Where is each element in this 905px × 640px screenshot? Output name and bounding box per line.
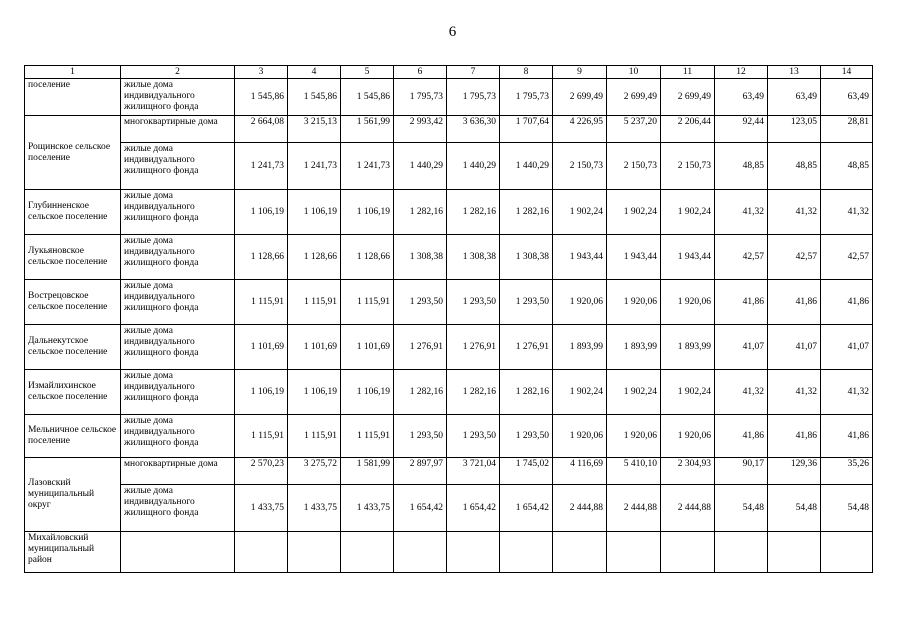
value-cell: 1 115,91	[341, 280, 394, 325]
value-cell: 1 293,50	[394, 415, 447, 458]
settlement-name: Рощинское сельское поселение	[25, 116, 121, 190]
header-cell: 6	[394, 66, 447, 79]
housing-type: жилые дома индивидуального жилищного фонда	[121, 325, 235, 370]
value-cell: 1 561,99	[341, 116, 394, 143]
value-cell: 1 101,69	[288, 325, 341, 370]
value-cell: 41,86	[821, 280, 873, 325]
housing-type: многоквартирные дома	[121, 116, 235, 143]
value-cell: 1 282,16	[500, 190, 553, 235]
table-row	[25, 458, 873, 485]
value-cell	[768, 532, 821, 573]
value-cell	[394, 532, 447, 573]
settlement-name: Вострецовское сельское поселение	[25, 280, 121, 325]
settlement-name: поселение	[25, 79, 121, 116]
table-row	[25, 532, 873, 573]
value-cell	[447, 532, 500, 573]
value-cell: 1 101,69	[235, 325, 288, 370]
value-cell: 1 308,38	[447, 235, 500, 280]
value-cell: 1 440,29	[447, 143, 500, 190]
value-cell: 5 237,20	[607, 116, 661, 143]
value-cell: 1 115,91	[288, 415, 341, 458]
value-cell	[500, 532, 553, 573]
value-cell: 1 902,24	[661, 190, 715, 235]
value-cell: 41,32	[715, 370, 768, 415]
value-cell: 4 116,69	[553, 458, 607, 485]
value-cell: 1 545,86	[235, 79, 288, 116]
header-cell: 13	[768, 66, 821, 79]
settlement-name: Лазовский муниципальный округ	[25, 458, 121, 532]
value-cell: 1 241,73	[235, 143, 288, 190]
value-cell: 1 106,19	[341, 190, 394, 235]
value-cell: 1 282,16	[500, 370, 553, 415]
value-cell: 2 570,23	[235, 458, 288, 485]
value-cell: 1 308,38	[500, 235, 553, 280]
table-row	[25, 235, 873, 280]
value-cell: 48,85	[821, 143, 873, 190]
value-cell: 2 150,73	[661, 143, 715, 190]
value-cell: 41,32	[768, 190, 821, 235]
value-cell: 2 699,49	[607, 79, 661, 116]
housing-type: жилые дома индивидуального жилищного фонда	[121, 370, 235, 415]
value-cell: 1 920,06	[553, 280, 607, 325]
value-cell: 1 115,91	[288, 280, 341, 325]
value-cell: 2 150,73	[553, 143, 607, 190]
value-cell: 2 304,93	[661, 458, 715, 485]
value-cell: 3 636,30	[447, 116, 500, 143]
value-cell: 1 282,16	[394, 190, 447, 235]
value-cell: 1 241,73	[341, 143, 394, 190]
table-row	[25, 485, 873, 532]
value-cell: 1 545,86	[341, 79, 394, 116]
value-cell: 1 115,91	[235, 280, 288, 325]
value-cell: 1 943,44	[553, 235, 607, 280]
header-cell: 9	[553, 66, 607, 79]
value-cell	[341, 532, 394, 573]
value-cell	[607, 532, 661, 573]
value-cell: 1 276,91	[500, 325, 553, 370]
value-cell: 3 215,13	[288, 116, 341, 143]
value-cell: 1 293,50	[447, 415, 500, 458]
value-cell: 1 654,42	[447, 485, 500, 532]
table-row	[25, 143, 873, 190]
value-cell: 1 902,24	[607, 370, 661, 415]
value-cell: 41,86	[715, 415, 768, 458]
value-cell: 1 106,19	[235, 370, 288, 415]
value-cell: 1 795,73	[447, 79, 500, 116]
table-row	[25, 415, 873, 458]
value-cell: 2 150,73	[607, 143, 661, 190]
value-cell: 1 293,50	[500, 415, 553, 458]
header-cell: 2	[121, 66, 235, 79]
header-cell: 12	[715, 66, 768, 79]
value-cell: 1 943,44	[607, 235, 661, 280]
value-cell: 1 433,75	[288, 485, 341, 532]
value-cell: 1 293,50	[500, 280, 553, 325]
value-cell: 1 115,91	[341, 415, 394, 458]
value-cell: 1 440,29	[500, 143, 553, 190]
value-cell: 1 106,19	[288, 370, 341, 415]
value-cell: 2 699,49	[661, 79, 715, 116]
value-cell: 42,57	[768, 235, 821, 280]
value-cell: 3 721,04	[447, 458, 500, 485]
value-cell: 1 433,75	[341, 485, 394, 532]
value-cell: 1 276,91	[447, 325, 500, 370]
value-cell: 1 654,42	[500, 485, 553, 532]
value-cell: 2 897,97	[394, 458, 447, 485]
value-cell: 1 795,73	[500, 79, 553, 116]
value-cell: 48,85	[768, 143, 821, 190]
housing-type: жилые дома индивидуального жилищного фонда	[121, 415, 235, 458]
header-cell: 3	[235, 66, 288, 79]
value-cell: 1 106,19	[341, 370, 394, 415]
value-cell: 1 920,06	[607, 415, 661, 458]
value-cell: 41,86	[768, 280, 821, 325]
table-row	[25, 190, 873, 235]
value-cell: 1 128,66	[288, 235, 341, 280]
settlement-name: Мельничное сельское поселение	[25, 415, 121, 458]
value-cell	[661, 532, 715, 573]
value-cell: 41,86	[715, 280, 768, 325]
table-row	[25, 116, 873, 143]
value-cell: 129,36	[768, 458, 821, 485]
value-cell: 2 699,49	[553, 79, 607, 116]
value-cell: 41,07	[821, 325, 873, 370]
housing-type	[121, 532, 235, 573]
value-cell: 1 293,50	[447, 280, 500, 325]
value-cell: 1 282,16	[447, 370, 500, 415]
value-cell: 123,05	[768, 116, 821, 143]
header-cell: 8	[500, 66, 553, 79]
table-row	[25, 325, 873, 370]
value-cell: 1 920,06	[661, 415, 715, 458]
header-cell: 7	[447, 66, 500, 79]
housing-type: жилые дома индивидуального жилищного фонда	[121, 485, 235, 532]
settlement-name: Лукьяновское сельское поселение	[25, 235, 121, 280]
value-cell: 1 293,50	[394, 280, 447, 325]
value-cell: 41,32	[821, 370, 873, 415]
value-cell: 4 226,95	[553, 116, 607, 143]
value-cell: 41,07	[768, 325, 821, 370]
value-cell: 28,81	[821, 116, 873, 143]
value-cell: 2 444,88	[607, 485, 661, 532]
value-cell: 41,07	[715, 325, 768, 370]
settlement-name: Глубинненское сельское поселение	[25, 190, 121, 235]
value-cell: 1 106,19	[288, 190, 341, 235]
value-cell: 42,57	[821, 235, 873, 280]
value-cell: 90,17	[715, 458, 768, 485]
value-cell: 1 902,24	[553, 190, 607, 235]
tariff-table	[24, 65, 873, 573]
settlement-name: Измайлихинское сельское поселение	[25, 370, 121, 415]
value-cell: 1 128,66	[341, 235, 394, 280]
value-cell: 54,48	[821, 485, 873, 532]
settlement-name: Дальнекутское сельское поселение	[25, 325, 121, 370]
housing-type: жилые дома индивидуального жилищного фонда	[121, 79, 235, 116]
value-cell: 35,26	[821, 458, 873, 485]
value-cell: 54,48	[715, 485, 768, 532]
housing-type: жилые дома индивидуального жилищного фонда	[121, 235, 235, 280]
value-cell: 1 920,06	[553, 415, 607, 458]
value-cell: 41,32	[821, 190, 873, 235]
value-cell: 1 654,42	[394, 485, 447, 532]
value-cell	[821, 532, 873, 573]
value-cell: 92,44	[715, 116, 768, 143]
value-cell: 1 581,99	[341, 458, 394, 485]
value-cell: 1 101,69	[341, 325, 394, 370]
settlement-name: Михайловский муниципальный район	[25, 532, 121, 573]
value-cell: 1 893,99	[553, 325, 607, 370]
value-cell: 1 902,24	[553, 370, 607, 415]
header-cell: 1	[25, 66, 121, 79]
value-cell	[715, 532, 768, 573]
value-cell: 1 545,86	[288, 79, 341, 116]
header-cell: 5	[341, 66, 394, 79]
value-cell: 41,86	[768, 415, 821, 458]
value-cell: 5 410,10	[607, 458, 661, 485]
header-cell: 11	[661, 66, 715, 79]
value-cell: 63,49	[821, 79, 873, 116]
value-cell: 1 943,44	[661, 235, 715, 280]
value-cell: 1 106,19	[235, 190, 288, 235]
value-cell: 1 795,73	[394, 79, 447, 116]
header-cell: 4	[288, 66, 341, 79]
table-row	[25, 79, 873, 116]
value-cell: 3 275,72	[288, 458, 341, 485]
table-row	[25, 370, 873, 415]
value-cell: 1 920,06	[661, 280, 715, 325]
value-cell: 1 282,16	[447, 190, 500, 235]
value-cell: 2 664,08	[235, 116, 288, 143]
value-cell: 1 241,73	[288, 143, 341, 190]
value-cell: 1 893,99	[607, 325, 661, 370]
value-cell: 41,32	[715, 190, 768, 235]
value-cell: 41,86	[821, 415, 873, 458]
value-cell: 48,85	[715, 143, 768, 190]
value-cell: 1 707,64	[500, 116, 553, 143]
value-cell: 1 745,02	[500, 458, 553, 485]
value-cell: 1 440,29	[394, 143, 447, 190]
value-cell: 2 444,88	[553, 485, 607, 532]
value-cell: 2 993,42	[394, 116, 447, 143]
value-cell	[288, 532, 341, 573]
housing-type: жилые дома индивидуального жилищного фонда	[121, 190, 235, 235]
housing-type: многоквартирные дома	[121, 458, 235, 485]
value-cell: 42,57	[715, 235, 768, 280]
value-cell: 1 276,91	[394, 325, 447, 370]
housing-type: жилые дома индивидуального жилищного фонда	[121, 143, 235, 190]
value-cell: 2 206,44	[661, 116, 715, 143]
value-cell	[235, 532, 288, 573]
value-cell: 54,48	[768, 485, 821, 532]
value-cell: 41,32	[768, 370, 821, 415]
page-number: 6	[448, 24, 457, 40]
value-cell: 1 920,06	[607, 280, 661, 325]
value-cell: 1 115,91	[235, 415, 288, 458]
value-cell: 1 128,66	[235, 235, 288, 280]
value-cell: 1 902,24	[661, 370, 715, 415]
value-cell: 63,49	[715, 79, 768, 116]
housing-type: жилые дома индивидуального жилищного фонда	[121, 280, 235, 325]
value-cell: 1 433,75	[235, 485, 288, 532]
header-cell: 14	[821, 66, 873, 79]
value-cell: 1 308,38	[394, 235, 447, 280]
value-cell: 1 902,24	[607, 190, 661, 235]
header-cell: 10	[607, 66, 661, 79]
header-row	[25, 66, 873, 79]
value-cell: 2 444,88	[661, 485, 715, 532]
value-cell: 1 282,16	[394, 370, 447, 415]
value-cell: 1 893,99	[661, 325, 715, 370]
value-cell: 63,49	[768, 79, 821, 116]
table-row	[25, 280, 873, 325]
value-cell	[553, 532, 607, 573]
